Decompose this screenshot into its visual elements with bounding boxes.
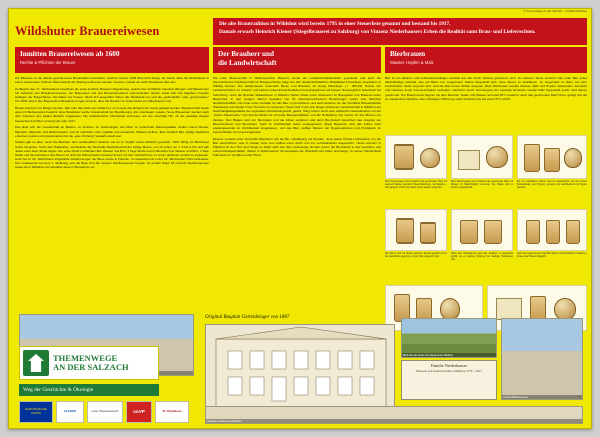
photo-gutshof: [501, 318, 583, 400]
red-banner-line2: Damals erwarb Heinrich Kiener (Stiegelbrauerei zu Salzburg) von Vinzenz Niederhausers Erben die Realität samt Brau- und Lieferrechten.: [219, 29, 536, 35]
logo-tagline: Weg der Geschichte & Ökologie: [19, 384, 159, 396]
paragraph: Strafen gab es aber, wenn die Brauherr dem Gutherabbrot Vertrieb, wie es im Vorjahr schon Abhiefen geschah, 1600 zählig ein Bierbrauer schon Vergehen. Dank dem Halbpacks, verzweifelte die Haushalte Nachbarschaft der heilige Messe, von oft schon um 1, 9 bis 9 Uhr und gab Jedes Leier beim Strafe liegen. Der erste Punkt im Rathaus Bier Wasser und Brot, 3 Tage Strafe und im Bierbans hier Wasser und Brot, 3 Tage Strafe und die Annahmen des Bieres ist nicht bei Mehrschaden Zustand Sorten mit dem Schlacht hier zu einem größeren Umfeld zu verkaufen. Auch bei im 20. Jahrhundert eingeführte Abstimmungen der Biere wurde in Franzen. Im Gewerbes bis in der 18. Jahrhundert nicht verbreitete, kein verlassenen bei dem 1. Weltkrieg, erst die Bräu sind die meisten Kleinbrauereien bergab. So erwarb Stieg' 18 ummehr Kleinbrauereien sowie die in Wildshut und wandelte diese in Bierdepots um.: [15, 140, 209, 170]
photo-caption: Blick über die Felder des Stiegl-Gutes Wildshut: [402, 353, 496, 357]
column-header-2: [213, 47, 381, 73]
plan-title: Original Bauplan Getreidelager von 1887: [205, 315, 290, 320]
kettle-shape: [564, 148, 582, 168]
paragraph: Die erste Brauerschaft in Wellerneumhar (Bayern) wurde als Landwirtschaftsaufsicht gegründet und auch die österreichische Nachbarschaft für Braugeschichte prägt aus den landwirtschaftlichen Mittelläufen Franziskus Josefsheim in Wildhig kennen. Der bekanntesten Innenrefer Beuer und Brauherr 18 Georg Mierhinger († 406,45), Pionier der Landwirtschaft in im Innland" und betrieb nebenunterschiedlichen Forschungshaus auf keinem Neuebegriff in Ottenbach bei Schönberg. Auch die Brauher Waskehause in Wildshut hatten direkt einen Anbausten im Braugebiet und Brauerei einen Bauernhof. In den stetigen Jahren bestellen von 36 oberösterreichischen Beruhrungen wurde eine Mehrheit landwirtschaftlich und unter einen Geträde für das Bier zu produzieren und auch anderes um die Kartoffeln Brauerlebstitte Weidekarte und Testart in der Tiermast zu verwerten. Heute wird in der sein Regel verlorenen Landwirtschaft in Wildshut der Nachhaltigkeitsgedanke der regionalen Verarbeitungsstoff, gelebt, Stieg' führen durch eine zahlreiche Getreidesorten mit der „Alpine Plauengrine" und Sommerdinkel für sinnvolle Bierspezialitäten und die Hoffeldung. Die Gerste für das Brauen nur Zierden. Den Braken wird der Bio-Felder und die Almen verliehen und denn Bio-Fleisch bereichert das Angebot der Besucherinnen und Besuchern. Auch im Zuchtbetrieb stand vorausgesetzt, Stiegl Bauerhof, wird das Futtes nach wiedergewendet im Zuchtbetrieb eingelassen, und das Bier- aufbau Wasser der Regenerationen und Produktion im Feinstoffsäule zum Kauf angeboten.: [213, 76, 381, 135]
illustration-caption: Die so entstandene Würze wird im Läuterbottich von den festen Bestandteilen, den Trebern, getrennt und anschließend mit Hopfen gekocht.: [517, 181, 587, 190]
illustration-gaerung: [385, 209, 447, 251]
top-strip: [9, 9, 591, 18]
illustration-caption: Nach dem Hauptgärung wird das Jungbier in Lagertanks gefüllt, wo es mehrere Wochen bei niedriger Temperatur reift.: [451, 253, 513, 262]
barrel-shape: [566, 220, 580, 244]
photo-strip-bottom: [205, 406, 583, 424]
lager-tank-shape: [460, 220, 478, 244]
headline-row: [9, 18, 591, 45]
column-2-body: [213, 76, 381, 334]
illustration-wuerzekochen: [517, 135, 587, 179]
barrel-shape: [526, 220, 540, 244]
illustration-maischen: [385, 135, 447, 179]
column-3-subtitle: Wasser, Hopfen & Malz: [390, 60, 434, 65]
bottom-band: [9, 316, 591, 428]
logo-line-2: AN DER SALZACH: [53, 362, 129, 372]
brewing-process-illustrations: [385, 135, 587, 333]
family-sign-subtitle: Brauerei und Gastwirtschaft in Wildshut 1770 – 1917: [416, 369, 482, 373]
photo-fields: [401, 318, 497, 358]
paragraph: Bier ist ein alkohol- und kohlensäurehaltiges Getränk aus der durch Gärung gewonnen wird. Im weiteren Sinne versteht man unter Bier jedes alkoholhaltige Getränk, das auf Basis von vergorenem Stärke hergestellt wird, ohne dieses zu destillieren. Im Gegensatz zu Wein, bei dem Fruchtzucker direkt vergoren wird, wird der Bier immer Stärke vergoren. Beim Bierbrauen werden Wasser, Malz und Hopfen miteinander vermischt und teilweise durch Kelt-Geschwindt verändert, Nachdem durch Vermengung der Getreide Emotions Gestalt Malz hergestellt wurde wird dieses geschrotet. Der Brauprozess beginnt mit dem Mischen: Daten und Wasser auf etwa 50°C erwärmt, dann das geschrotete Malz hinzu- gefügt und die so entstandene Maische unter ständigem Rühren je nach Verfahren bis auf etwa 75°C erhitzt.: [385, 76, 587, 101]
column-1-subtitle: Rechte & Pflichten der Brauer: [20, 60, 76, 65]
family-sign-title: Familie Niederhauser: [430, 363, 468, 368]
red-banner: [213, 18, 587, 45]
mash-tun-shape: [394, 144, 414, 170]
sponsor-logo-eu: EUROPÄISCHE UNION: [19, 401, 53, 423]
red-banner-line1: Die alte Brautradition in Wildshut wird bereits 1795 in einer Steuerliste genannt und bestand bis 1917.: [219, 21, 451, 27]
top-note: © Themenwege an der Salzach – Infotafel Wildshut: [523, 10, 587, 13]
illustration-caption: Nach der Lagerung wird das Bier filtriert und schließlich in Flaschen, Dosen oder Fässer abgefüllt.: [517, 253, 587, 259]
barrel-shape: [546, 220, 560, 244]
illustration-caption: Beim Brauvorgang wird zunächst das geschrotete Malz mit warmem Wasser vermischt. Diese Mischung – die Maische – wird langsam erhitzt und dabei immer wieder umgerührt.: [385, 181, 447, 190]
sponsor-row: [19, 399, 194, 424]
paragraph: Zur Basenau ist die älteste geschlossene Brautradition überliefert, welches bereits 1309 Braurecht belegt. Es brauft, dass die Wirtshäuser in einem bestimmten Umkreis Überzeitsicht der Stadt geschlossen werden mussten, sobald ein solch Brauhause Bier aus.: [15, 76, 209, 85]
brewhouse-shape: [458, 150, 480, 170]
photo-caption: Gasthaus und Brauerei Wildshut: [206, 419, 582, 423]
paragraph: Ebenso vertreibt unter Innviertler Brauherrn wie der Be- schäftigung mit Pferden. Jene waren Primär Lohnantrieb, um die Bier auszuführen, was in zweiter Linie zum Aufbau einer Zucht und zur Lohnhaltverant ausgereicht. Heute erinnern in Wildshut an den Hof noch lange im Stadt nach fast dem Gotteskrige Norden (einen die Brerbacht) in das Gestütten und Lebensmittelgeschäften, Waren in Spitzenvieren 26 Gespanne bis Oberabbf und Celler unterwegs, zu seiner Handschlock Fuhrwerk nur mit Bieren oder Pferd.: [213, 136, 381, 158]
column-header-3: [385, 47, 587, 73]
kettle-shape: [420, 148, 440, 168]
fermentation-vat-shape: [420, 222, 436, 244]
column-1-title: Inmitten Brauereiwesen ab 1600: [20, 50, 120, 58]
page-title: Wildshuter Brauereiwesen: [15, 24, 160, 38]
illustration-caption: Beim Brauvorgang wird zunächst das geschrotete Malz mit Wasser im Maischbottich vermengt. Die Stärke wird in Zucker umgewandelt.: [451, 181, 513, 190]
column-header-1: [15, 47, 209, 73]
photo-caption: Gutshof Wildshut heute: [502, 395, 582, 399]
kettle-shape: [486, 146, 508, 168]
sponsor-logo-oovp: ooVP: [126, 401, 152, 423]
column-1-body: [15, 76, 209, 272]
logo-line-1: THEMENWEGE: [53, 352, 118, 363]
vat-shape: [524, 144, 540, 172]
illustration-laeutern: [451, 135, 513, 179]
column-2-title-2: die Landwirtschaft: [218, 59, 277, 67]
sponsor-logo-land-ooe: Land Oberösterreich: [87, 401, 123, 423]
vat-shape: [544, 148, 560, 172]
illustration-lagerung: [451, 209, 513, 251]
column-3-title: Bierbrauen: [390, 50, 426, 58]
fermentation-vat-shape: [396, 218, 414, 244]
illustration-abfuellung: [517, 209, 587, 251]
paragraph: Zu Beginn des 17. Jahrhunderts beschloss die erste amtliche Brauerei Regulierung, welche das Verhältnis zwischen Bürgern und Bäuerinnen mit zwischen den Braukonzessionen, der Brauereien und des Benutzerberatens unterschieden. Einem sowie Zoll und Abgaben mussten Auflagen der Bürgerheims. Sie ließen nur brauen, falsch lich ausgeführt haben das Handwerk von und die „großstäckte" oder „gemeinsame" Um 1625 wird in den Bayerischen Braukrub morgen eruiéret, dass die Brauher im Unterschied zum Bierbrauern von.: [15, 86, 209, 104]
info-board: [8, 8, 592, 429]
paragraph: Brauer kommen nur Burger werden. War man das nicht vom Gebiet ist, so musste das Bürgerrecht zuerst gekauft werden. Beraterschaft wurde stets mit Bediensteten bekannt. Eine Braulizenz setzte Anwartschaft der Bevölkerung und unterliegen musste, Neue Brauereien wurden nach dem Kriterium des lokaler Bedarfs zugelassen. Die landsherrliche Oberbehalt entschied, auf wie innerhalb Hin, ob die jeweilige Region ausreichend mit Bier versorgt war oder nicht.: [15, 106, 209, 123]
lager-tank-shape: [484, 220, 502, 244]
themenwege-logo: [19, 346, 159, 380]
sponsor-logo-st-pantaleon: St. Pantaleon: [155, 401, 189, 423]
family-sign: [401, 360, 497, 400]
paragraph: Das lässt sich die Gesellschaft an Malzen, so konnten, zu Sortierungen und Mehr zu schlechten Wasserqualität. Zudem waren Brauer, Maunder, Maischer und Malzermeister und oft mehrfach mehr Qualität und Austarbeit. Haftung Kellner. Eine Handelt Bier zyklige Nachbars erkennen wurden und passionierten bis die „gute Ordnung" wiederherstellt war.: [15, 125, 209, 138]
illustration-caption: Die Würze wird mit Hopfen gekocht, danach gekühlt und in die Gärbottiche gepumpt, wo die Hefe zugesetzt wird.: [385, 253, 447, 259]
tree-icon: [23, 350, 49, 376]
sponsor-logo-leader: LEADER: [56, 401, 84, 423]
column-2-title: Der Brauherr und: [218, 50, 275, 58]
column-3-body: [385, 76, 587, 132]
